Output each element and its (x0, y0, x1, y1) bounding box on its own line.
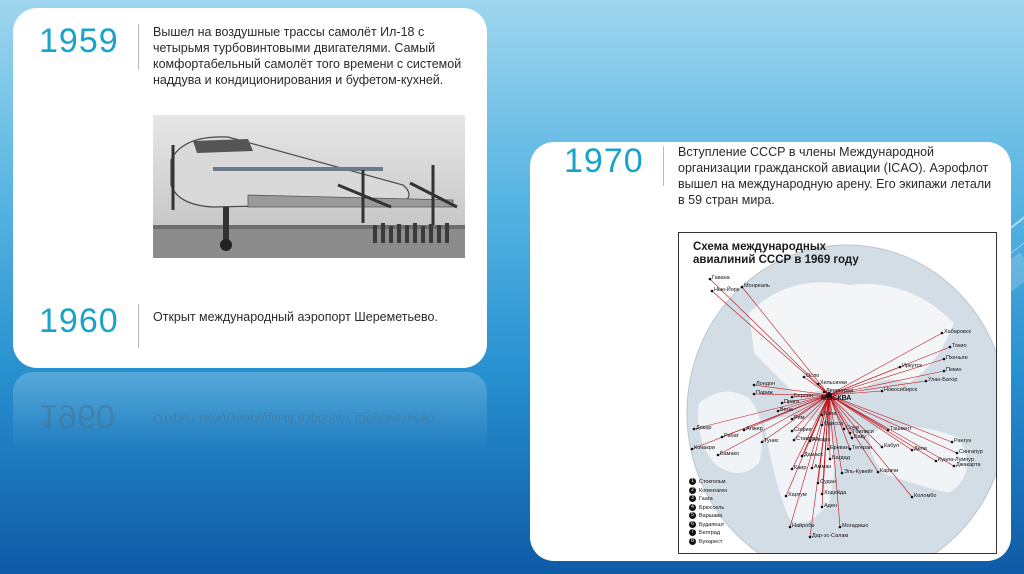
city-dot (803, 376, 806, 379)
city-label: Ходейда (824, 490, 847, 496)
city-dot (877, 471, 880, 474)
city-label: Сочи (846, 425, 859, 431)
city-label: Прага (784, 399, 800, 405)
legend-label: Стокгольм (699, 479, 726, 485)
city-label: Кабул (884, 443, 900, 449)
city-label: Амман (814, 464, 832, 470)
city-dot (887, 429, 890, 432)
city-label: Токио (952, 343, 967, 349)
legend-number-badge: 8 (689, 538, 696, 545)
city-dot (753, 384, 756, 387)
legend-number-badge: 5 (689, 512, 696, 519)
city-label: Новосибирск (884, 387, 918, 393)
city-label: Гавана (712, 275, 730, 281)
city-label: Судан (820, 479, 836, 485)
city-label: Рабат (724, 433, 740, 439)
city-dot (841, 472, 844, 475)
city-dot (785, 495, 788, 498)
city-label: Конакри (694, 445, 715, 451)
city-dot (943, 358, 946, 361)
city-dot (821, 414, 824, 417)
city-label: Иркутск (902, 363, 922, 369)
city-dot (899, 366, 902, 369)
city-dot (839, 526, 842, 529)
text-line: в 59 стран мира. (678, 193, 775, 207)
city-dot (761, 441, 764, 444)
city-label: Рангун (954, 438, 972, 444)
city-dot (711, 290, 714, 293)
legend-number-badge: 6 (689, 521, 696, 528)
city-dot (823, 391, 826, 394)
legend-item (689, 487, 727, 496)
city-label: Дели (914, 446, 927, 452)
divider (663, 146, 664, 186)
city-label: Коломбо (914, 493, 937, 499)
card-1959-1960 (13, 8, 487, 368)
city-dot (709, 278, 712, 281)
city-label: Карачи (880, 468, 899, 474)
city-label: София (794, 427, 812, 433)
city-label: Лондон (756, 381, 776, 387)
legend-number-badge: 4 (689, 504, 696, 511)
city-dot (881, 446, 884, 449)
city-dot (829, 458, 832, 461)
city-dot (809, 536, 812, 539)
city-dot (925, 380, 928, 383)
city-label: Хабаровск (944, 329, 971, 335)
city-dot (811, 467, 814, 470)
legend-item (689, 478, 727, 487)
city-dot (827, 448, 830, 451)
city-label: Стамбул (796, 436, 819, 442)
city-dot (717, 454, 720, 457)
city-label: Алжир (746, 426, 763, 432)
city-dot (941, 332, 944, 335)
city-label: Тунис (764, 438, 779, 444)
city-dot (721, 436, 724, 439)
city-dot (791, 418, 794, 421)
city-dot (743, 429, 746, 432)
city-dot (817, 383, 820, 386)
year-1960: 1960 (39, 302, 119, 340)
city-dot (753, 393, 756, 396)
city-label: Джакарта (956, 462, 981, 468)
legend-label: Будапешт (699, 521, 725, 528)
legend-item (689, 529, 727, 538)
city-dot (791, 430, 794, 433)
city-dot (843, 428, 846, 431)
text-line: наддува и кондиционирования и буфетом-кухней. (153, 73, 444, 87)
city-label: Одесса (824, 421, 843, 427)
city-dot (935, 460, 938, 463)
city-label: Анкара (812, 437, 831, 443)
description-1970 (678, 144, 991, 208)
legend-label: Варшава (699, 513, 723, 519)
city-label: Пекин (946, 367, 962, 373)
city-label: Осло (806, 373, 820, 379)
legend-item (689, 495, 727, 504)
city-dot (793, 439, 796, 442)
card-reflection (13, 372, 487, 452)
description-1959 (153, 24, 461, 88)
legend-label: Бухарест (699, 538, 723, 545)
reflection-year: 1960 (39, 397, 115, 435)
city-dot (817, 482, 820, 485)
legend-label: Белград (699, 530, 721, 536)
city-dot (851, 437, 854, 440)
city-dot (949, 346, 952, 349)
city-label: Могадишо (842, 523, 869, 529)
divider (138, 24, 139, 70)
city-dot (881, 390, 884, 393)
legend-item (689, 512, 727, 521)
text-line: четырьмя турбовинтовыми двигателями. Самый (153, 41, 436, 55)
text-line: комфортабельный самолёт того времени с системой (153, 57, 462, 71)
city-label: Тегеран (852, 445, 873, 451)
city-dot (821, 506, 824, 509)
city-label: Киев (824, 411, 837, 417)
city-label: Багдад (832, 455, 850, 461)
legend-label: Копенгаген (699, 487, 728, 494)
text-line: вышел на международную арену. Его экипажи летали (678, 177, 992, 191)
text-line: Вступление СССР в члены Международной (678, 145, 935, 159)
legend-number-badge: 1 (689, 478, 696, 485)
city-label: Тбилиси (852, 429, 874, 435)
city-dot (821, 493, 824, 496)
year-1959: 1959 (39, 22, 119, 60)
city-dot (741, 286, 744, 289)
city-dot (943, 370, 946, 373)
city-label: Монреаль (744, 283, 770, 289)
city-label: Баку (854, 434, 866, 440)
legend-label: Гаага (699, 496, 713, 502)
city-label: Ереван (830, 445, 849, 451)
text-line: организации гражданской авиации (ICAO). Аэрофлот (678, 161, 989, 175)
city-label: Ленинград (826, 388, 854, 394)
city-dot (821, 424, 824, 427)
city-dot (791, 396, 794, 399)
city-label: Нью-Йорк (714, 287, 740, 293)
city-dot (956, 452, 959, 455)
city-dot (849, 448, 852, 451)
city-dot (777, 410, 780, 413)
city-label: Дакар (696, 425, 712, 431)
city-dot (911, 449, 914, 452)
city-label: Аден (824, 503, 837, 509)
city-label: Берлин (794, 393, 813, 399)
legend-item (689, 538, 727, 547)
map-title-line: авиалиний СССР в 1969 году (693, 254, 859, 266)
city-label: Эль-Кувейт (844, 469, 874, 475)
city-label: Дар-эс-Салам (812, 533, 849, 539)
city-label: Сингапур (959, 449, 983, 455)
city-dot (693, 428, 696, 431)
city-label: Пхеньян (946, 355, 968, 361)
description-1960: Открыт международный аэропорт Шереметьево. (153, 310, 438, 324)
city-label: Рим (794, 415, 805, 421)
map-title-line: Схема международных (693, 241, 827, 253)
legend-item (689, 504, 727, 513)
city-label: Хартум (788, 492, 807, 498)
map-hub-label: МОСКВА (821, 395, 852, 402)
city-dot (849, 432, 852, 435)
city-label: Ташкент (890, 426, 912, 432)
city-label: Найроби (792, 523, 815, 529)
card-1970 (530, 142, 1011, 561)
reflection-text: Открыт международный аэропорт Шереметьево. (153, 412, 438, 426)
city-label: Улан-Батор (928, 377, 958, 383)
routes-map (678, 232, 997, 554)
city-dot (789, 526, 792, 529)
city-dot (911, 496, 914, 499)
year-1970: 1970 (564, 142, 644, 180)
city-label: Дамаск (804, 452, 823, 458)
city-label: Хельсинки (820, 380, 847, 386)
map-legend (689, 478, 727, 546)
legend-number-badge: 7 (689, 529, 696, 536)
city-dot (781, 402, 784, 405)
legend-number-badge: 3 (689, 495, 696, 502)
legend-number-badge: 2 (689, 487, 696, 494)
city-label: Каир (794, 465, 807, 471)
city-dot (791, 468, 794, 471)
city-dot (801, 455, 804, 458)
divider (138, 304, 139, 348)
city-label: Вена (780, 407, 793, 413)
il18-photo (153, 115, 465, 258)
city-label: Бамако (720, 451, 740, 457)
city-label: Париж (756, 390, 773, 396)
city-label: Куала-Лумпур (938, 457, 974, 463)
city-dot (691, 448, 694, 451)
map-title (693, 241, 859, 267)
legend-item (689, 521, 727, 530)
city-dot (953, 465, 956, 468)
legend-label: Брюссель (699, 504, 725, 511)
text-line: Вышел на воздушные трассы самолёт Ил-18 с (153, 25, 425, 39)
city-dot (951, 441, 954, 444)
